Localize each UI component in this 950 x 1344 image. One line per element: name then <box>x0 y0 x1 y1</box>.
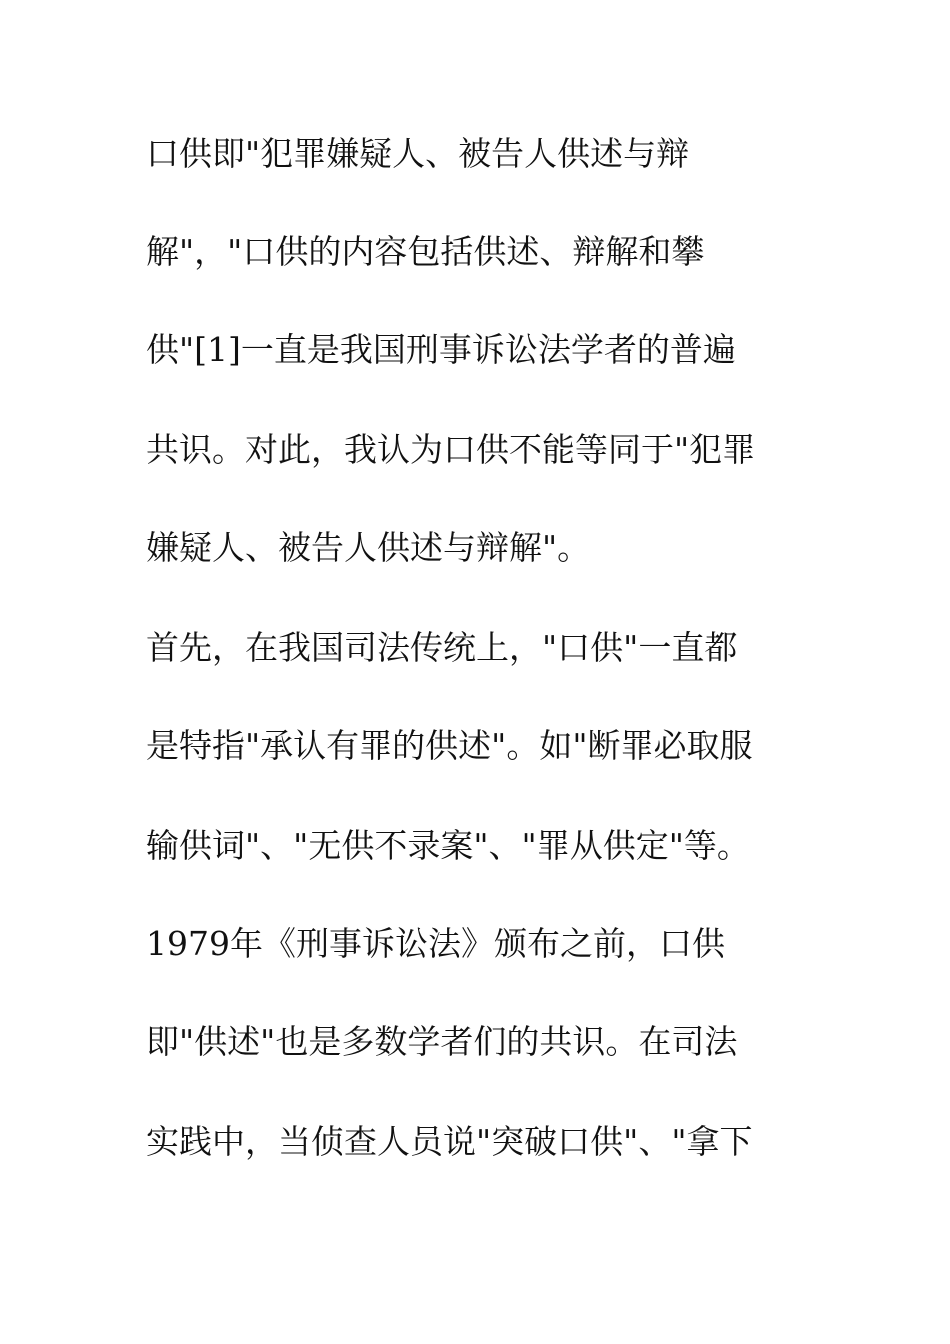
text-line-11: 实践中，当侦查人员说"突破口供"、"拿下 <box>146 1122 753 1161</box>
text-line-8: 输供词"、"无供不录案"、"罪从供定"等。 <box>146 826 750 865</box>
text-line-7: 是特指"承认有罪的供述"。如"断罪必取服 <box>146 726 753 765</box>
text-line-1: 口供即"犯罪嫌疑人、被告人供述与辩 <box>146 134 690 173</box>
text-line-9: 1979年《刑事诉讼法》颁布之前，口供 <box>146 924 725 963</box>
text-line-4: 共识。对此，我认为口供不能等同于"犯罪 <box>146 430 756 469</box>
text-line-10: 即"供述"也是多数学者们的共识。在司法 <box>146 1022 738 1061</box>
text-line-3: 供"[1]一直是我国刑事诉讼法学者的普遍 <box>146 330 736 369</box>
text-line-6: 首先，在我国司法传统上，"口供"一直都 <box>146 628 738 667</box>
text-line-5: 嫌疑人、被告人供述与辩解"。 <box>146 528 591 567</box>
text-line-2: 解"，"口供的内容包括供述、辩解和攀 <box>146 232 705 271</box>
